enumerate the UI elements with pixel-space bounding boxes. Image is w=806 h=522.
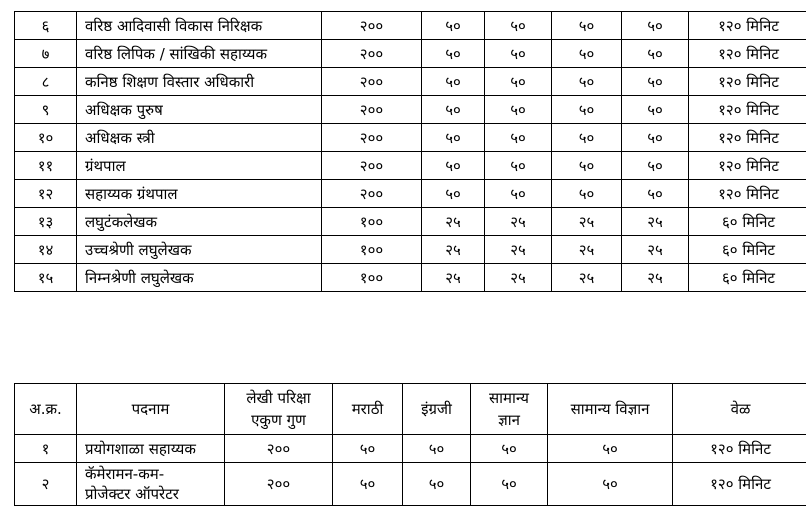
cell-english: ५०: [403, 435, 471, 463]
cell-marks-3: ५०: [552, 152, 622, 180]
cell-post-name: वरिष्ठ आदिवासी विकास निरिक्षक: [77, 12, 322, 40]
cell-time: १२० मिनिट: [689, 68, 806, 96]
cell-marks-4: २५: [622, 208, 689, 236]
cell-gk: ५०: [471, 463, 548, 506]
cell-marks-2: २५: [485, 236, 552, 264]
cell-serial-no: १३: [15, 208, 77, 236]
table-row: [15, 68, 806, 96]
cell-total: २००: [322, 180, 422, 208]
cell-science: ५०: [548, 435, 673, 463]
cell-marks-3: ५०: [552, 12, 622, 40]
table-row: [15, 463, 806, 506]
cell-english: ५०: [403, 463, 471, 506]
cell-marks-1: २५: [422, 236, 485, 264]
cell-serial-no: ११: [15, 152, 77, 180]
table-row: [15, 40, 806, 68]
cell-time: १२० मिनिट: [673, 463, 806, 506]
cell-serial-no: १५: [15, 264, 77, 292]
cell-total: १००: [322, 236, 422, 264]
cell-post-name: वरिष्ठ लिपिक / सांखिकी सहाय्यक: [77, 40, 322, 68]
post-name-line2: प्रोजेक्टर ऑपरेटर: [85, 485, 179, 503]
cell-serial-no: २: [15, 463, 77, 506]
cell-post-name: उच्चश्रेणी लघुलेखक: [77, 236, 322, 264]
header-gk-line2: ज्ञान: [498, 411, 520, 429]
cell-marks-3: ५०: [552, 40, 622, 68]
cell-time: १२० मिनिट: [673, 435, 806, 463]
cell-marks-4: ५०: [622, 96, 689, 124]
cell-total: २००: [322, 124, 422, 152]
cell-marathi: ५०: [333, 435, 403, 463]
cell-marks-4: ५०: [622, 12, 689, 40]
header-english: इंग्रजी: [403, 384, 471, 435]
header-post-name: पदनाम: [77, 384, 225, 435]
cell-post-name: कनिष्ठ शिक्षण विस्तार अधिकारी: [77, 68, 322, 96]
cell-serial-no: ७: [15, 40, 77, 68]
cell-marks-1: ५०: [422, 180, 485, 208]
cell-total: २००: [322, 12, 422, 40]
cell-marks-2: ५०: [485, 180, 552, 208]
cell-marks-2: ५०: [485, 40, 552, 68]
cell-marks-4: ५०: [622, 68, 689, 96]
table-row: [15, 124, 806, 152]
cell-marks-1: २५: [422, 264, 485, 292]
cell-total: २००: [322, 40, 422, 68]
cell-serial-no: १४: [15, 236, 77, 264]
cell-post-name: सहाय्यक ग्रंथपाल: [77, 180, 322, 208]
header-time: वेळ: [673, 384, 806, 435]
cell-science: ५०: [548, 463, 673, 506]
cell-serial-no: १२: [15, 180, 77, 208]
cell-serial-no: ६: [15, 12, 77, 40]
cell-marks-3: २५: [552, 208, 622, 236]
cell-marks-2: २५: [485, 264, 552, 292]
cell-post-name: अधिक्षक पुरुष: [77, 96, 322, 124]
table-row: [15, 152, 806, 180]
cell-total: २००: [322, 152, 422, 180]
table-row: [15, 180, 806, 208]
table-row: [15, 264, 806, 292]
header-total-line2: एकुण गुण: [251, 411, 306, 429]
cell-serial-no: १०: [15, 124, 77, 152]
cell-time: ६० मिनिट: [689, 208, 806, 236]
cell-marks-2: २५: [485, 208, 552, 236]
header-total-marks: [225, 384, 333, 435]
table-row: [15, 96, 806, 124]
cell-time: १२० मिनिट: [689, 124, 806, 152]
cell-marks-2: ५०: [485, 152, 552, 180]
exam-table-1: [14, 11, 806, 292]
cell-post-name: ग्रंथपाल: [77, 152, 322, 180]
cell-marks-1: ५०: [422, 40, 485, 68]
cell-marks-4: ५०: [622, 152, 689, 180]
table-row: [15, 12, 806, 40]
cell-marks-2: ५०: [485, 12, 552, 40]
header-total-line1: लेखी परिक्षा: [246, 389, 311, 407]
cell-marks-4: ५०: [622, 180, 689, 208]
cell-total: २००: [322, 96, 422, 124]
cell-time: ६० मिनिट: [689, 264, 806, 292]
cell-marks-2: ५०: [485, 124, 552, 152]
cell-time: १२० मिनिट: [689, 12, 806, 40]
cell-marks-1: २५: [422, 208, 485, 236]
cell-marks-3: २५: [552, 236, 622, 264]
cell-post-name: निम्नश्रेणी लघुलेखक: [77, 264, 322, 292]
cell-marks-1: ५०: [422, 152, 485, 180]
cell-marks-4: ५०: [622, 40, 689, 68]
header-general-knowledge: [471, 384, 548, 435]
cell-total: १००: [322, 208, 422, 236]
cell-serial-no: ८: [15, 68, 77, 96]
cell-post-name: प्रयोगशाळा सहाय्यक: [77, 435, 225, 463]
header-gk-line1: सामान्य: [488, 389, 529, 407]
exam-table-2: [14, 383, 806, 506]
cell-serial-no: १: [15, 435, 77, 463]
cell-post-name: [77, 463, 225, 506]
cell-marks-1: ५०: [422, 124, 485, 152]
cell-post-name: लघुटंकलेखक: [77, 208, 322, 236]
cell-marks-4: २५: [622, 264, 689, 292]
cell-marks-3: ५०: [552, 96, 622, 124]
post-name-line1: कॅमेरामन-कम-: [85, 465, 165, 483]
cell-post-name: अधिक्षक स्त्री: [77, 124, 322, 152]
cell-marks-1: ५०: [422, 12, 485, 40]
cell-time: ६० मिनिट: [689, 236, 806, 264]
cell-marks-3: ५०: [552, 180, 622, 208]
cell-marks-3: ५०: [552, 68, 622, 96]
cell-marks-2: ५०: [485, 96, 552, 124]
cell-time: १२० मिनिट: [689, 40, 806, 68]
table-header-row: [15, 384, 806, 435]
cell-marks-1: ५०: [422, 68, 485, 96]
cell-marks-1: ५०: [422, 96, 485, 124]
header-general-science: सामान्य विज्ञान: [548, 384, 673, 435]
cell-serial-no: ९: [15, 96, 77, 124]
table-row: [15, 435, 806, 463]
cell-total: १००: [322, 264, 422, 292]
cell-time: १२० मिनिट: [689, 152, 806, 180]
cell-marks-4: ५०: [622, 124, 689, 152]
table-row: [15, 236, 806, 264]
cell-time: १२० मिनिट: [689, 96, 806, 124]
cell-marathi: ५०: [333, 463, 403, 506]
cell-time: १२० मिनिट: [689, 180, 806, 208]
cell-marks-3: २५: [552, 264, 622, 292]
cell-gk: ५०: [471, 435, 548, 463]
table-row: [15, 208, 806, 236]
cell-marks-2: ५०: [485, 68, 552, 96]
cell-total: २००: [322, 68, 422, 96]
cell-total: २००: [225, 435, 333, 463]
header-serial-no: अ.क्र.: [15, 384, 77, 435]
cell-marks-3: ५०: [552, 124, 622, 152]
header-marathi: मराठी: [333, 384, 403, 435]
cell-total: २००: [225, 463, 333, 506]
cell-marks-4: २५: [622, 236, 689, 264]
